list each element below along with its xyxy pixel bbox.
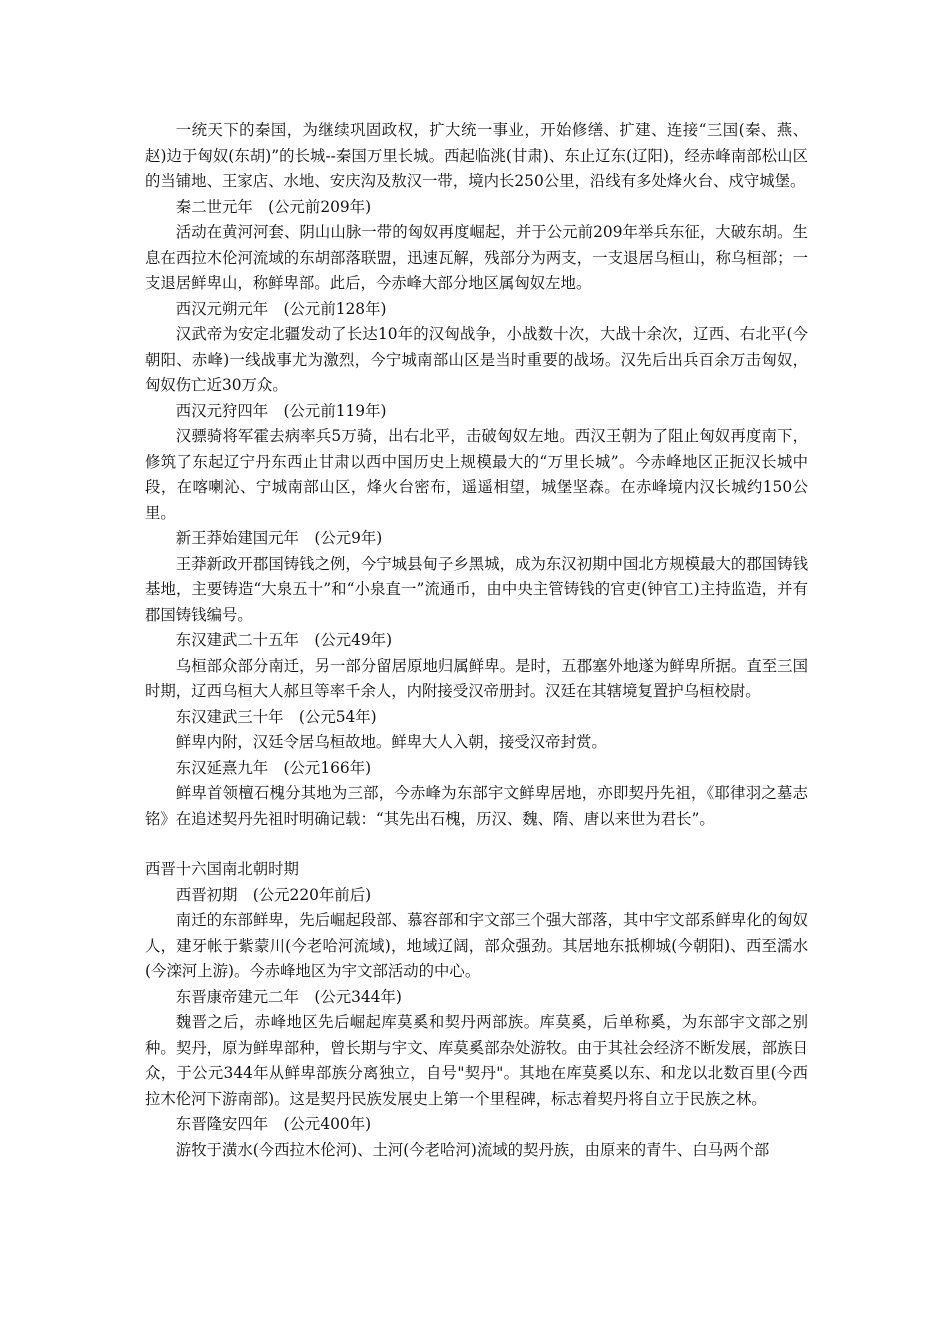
paragraph: 乌桓部众部分南迁，另一部分留居原地归属鲜卑。是时，五郡塞外地遂为鲜卑所据。直至三国时期，辽西乌桓大人郝旦等率千余人，内附接受汉帝册封。汉廷在其辖境复置护乌桓校尉。 xyxy=(145,656,808,700)
paragraph: 王莽新政开郡国铸钱之例，今宁城县甸子乡黑城，成为东汉初期中国北方规模最大的郡国铸钱基地，主要铸造“大泉五十”和“小泉直一”流通币，由中央主管铸钱的官吏(钟官工)主持监造，并有郡国铸钱编号。 xyxy=(145,554,808,624)
entry-heading: 东汉建武二十五年 (公元49年) xyxy=(175,631,393,649)
section-heading: 西晋十六国南北朝时期 xyxy=(145,860,299,878)
entry-heading: 西汉元狩四年 (公元前119年) xyxy=(175,401,387,420)
paragraph: 鲜卑首领檀石槐分其地为三部，今赤峰为东部宇文鲜卑居地，亦即契丹先祖，《耶律羽之墓志铭》在追述契丹先祖时明确记载：“其先出石槐，历汉、魏、隋、唐以来世为君长”。 xyxy=(145,784,808,828)
paragraph: 活动在黄河河套、阴山山脉一带的匈奴再度崛起，并于公元前209年举兵东征，大破东胡。生息在西拉木伦河流域的东胡部落联盟，迅速瓦解，残部分为两支，一支退居乌桓山，称乌桓部；一支退居鲜卑山，称鲜卑部。此后，今赤峰大部分地区属匈奴左地。 xyxy=(145,223,808,292)
paragraph: 一统天下的秦国，为继续巩固政权，扩大统一事业，开始修缮、扩建、连接“三国(秦、燕、赵)边于匈奴(东胡)”的长城--秦国万里长城。西起临洮(甘肃)、东止辽东(辽阳)，经赤峰南部松山区的当铺地、王家店、水地、安庆沟及敖汉一带，境内长250公里，沿线有多处烽火台、戍守城堡。 xyxy=(145,121,808,190)
document-page xyxy=(145,118,808,1163)
paragraph: 汉武帝为安定北疆发动了长达10年的汉匈战争，小战数十次，大战十余次，辽西、右北平(今朝阳、赤峰)一线战事尤为激烈，今宁城南部山区是当时重要的战场。汉先后出兵百余万击匈奴，匈奴伤亡近30万众。 xyxy=(145,325,808,394)
entry-heading: 新王莽始建国元年 (公元9年) xyxy=(175,529,383,547)
paragraph: 南迁的东部鲜卑，先后崛起段部、慕容部和宇文部三个强大部落，其中宇文部系鲜卑化的匈奴人，建牙帐于紫蒙川(今老哈河流域)，地域辽阔，部众强劲。其居地东抵柳城(今朝阳)、西至濡水(今滦河上游)。今赤峰地区为宇文部活动的中心。 xyxy=(145,911,808,980)
paragraph: 游牧于潢水(今西拉木伦河)、土河(今老哈河)流域的契丹族，由原来的青牛、白马两个部 xyxy=(175,1140,770,1159)
entry-heading: 西晋初期 (公元220年前后) xyxy=(175,885,372,904)
entry-heading: 东汉延熹九年 (公元166年) xyxy=(175,758,372,777)
entry-heading: 东晋康帝建元二年 (公元344年) xyxy=(175,987,402,1006)
entry-heading: 东晋隆安四年 (公元400年) xyxy=(175,1115,372,1133)
paragraph: 汉骠骑将军霍去病率兵5万骑，出右北平，击破匈奴左地。西汉王朝为了阻止匈奴再度南下，修筑了东起辽宁丹东西止甘肃以西中国历史上规模最大的“万里长城”。今赤峰地区正扼汉长城中段，在喀喇沁、宁城南部山区，烽火台密布，遥遥相望，城堡坚森。在赤峰境内汉长城约150公里。 xyxy=(145,427,808,522)
entry-heading: 秦二世元年 (公元前209年) xyxy=(175,197,372,216)
entry-heading: 东汉建武三十年 (公元54年) xyxy=(175,707,377,726)
entry-heading: 西汉元朔元年 (公元前128年) xyxy=(175,299,387,318)
paragraph: 魏晋之后，赤峰地区先后崛起库莫奚和契丹两部族。库莫奚，后单称奚，为东部宇文部之别种。契丹，原为鲜卑部种，曾长期与宇文、库莫奚部杂处游牧。由于其社会经济不断发展，部族日众，于公元344年从鲜卑部族分离独立，自号"契丹"。其地在库莫奚以东、和龙以北数百里(今西拉木伦河下游南部)。这是契丹民族发展史上第一个里程碑，标志着契丹将自立于民族之林。 xyxy=(145,1013,808,1108)
paragraph: 鲜卑内附，汉廷令居乌桓故地。鲜卑大人入朝，接受汉帝封赏。 xyxy=(175,733,607,751)
